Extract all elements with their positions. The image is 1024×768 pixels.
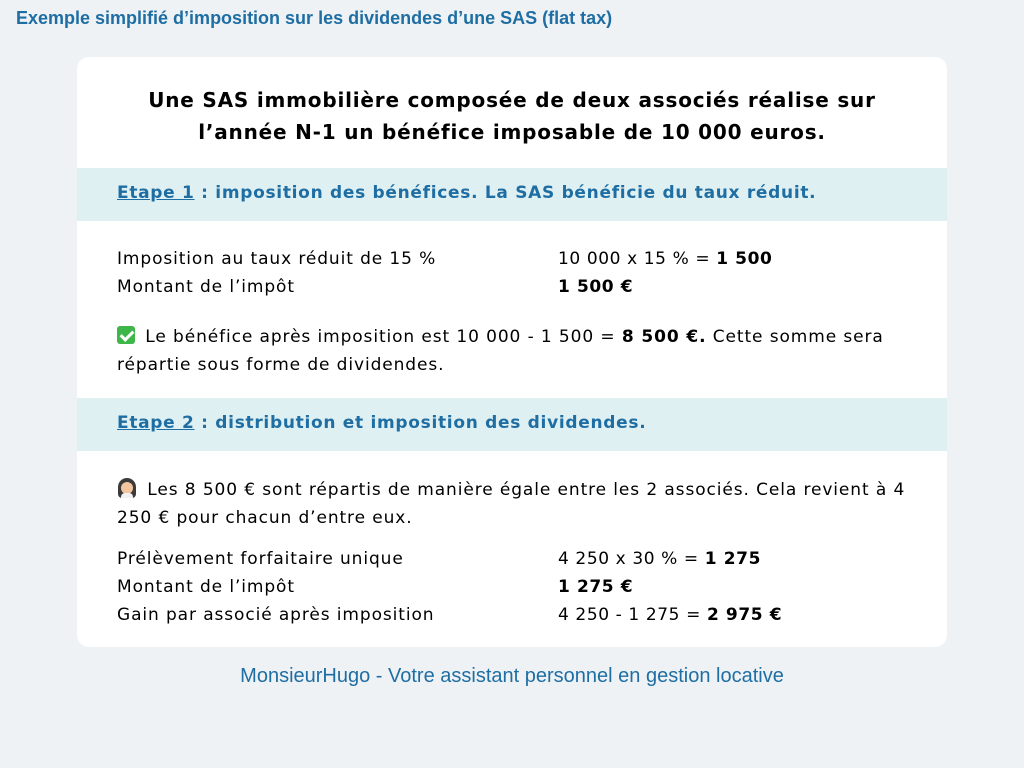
step2-label: Etape 2 — [117, 413, 195, 433]
page-title: Exemple simplifié d’imposition sur les dividendes d’une SAS (flat tax) — [16, 8, 613, 28]
step2-row-2-label: Montant de l’impôt — [117, 577, 295, 597]
step1-row-1-label: Imposition au taux réduit de 15 % — [117, 249, 437, 269]
person-icon — [117, 478, 137, 498]
step1-row-1-value: 10 000 x 15 % = 1 500 — [558, 249, 773, 269]
footer-credit: MonsieurHugo - Votre assistant personnel en gestion locative — [240, 665, 784, 687]
step2-row-1-value: 4 250 x 30 % = 1 275 — [558, 549, 762, 569]
step1-header — [77, 168, 947, 221]
step2-row-2-value: 1 275 € — [558, 577, 634, 597]
intro-line-1: Une SAS immobilière composée de deux associés réalise sur — [148, 88, 876, 112]
check-mark-icon — [117, 326, 135, 344]
step1-label: Etape 1 — [117, 183, 195, 203]
step1-row-2-value: 1 500 € — [558, 277, 634, 297]
example-card — [77, 57, 947, 647]
step1-row-2-label: Montant de l’impôt — [117, 277, 295, 297]
step1-title: : imposition des bénéfices. La SAS bénéficie du taux réduit. — [194, 183, 817, 203]
step1-note: Le bénéfice après imposition est 10 000 - 1 500 = 8 500 €. Cette somme sera répartie sous forme de dividendes. — [117, 327, 884, 375]
step2-row-1-label: Prélèvement forfaitaire unique — [117, 549, 404, 569]
intro-line-2: l’année N-1 un bénéfice imposable de 10 000 euros. — [198, 120, 826, 144]
step2-row-3-value: 4 250 - 1 275 = 2 975 € — [558, 605, 783, 625]
step2-title: : distribution et imposition des dividendes. — [194, 413, 647, 433]
step2-row-3-label: Gain par associé après imposition — [117, 605, 435, 625]
step2-note: Les 8 500 € sont répartis de manière égale entre les 2 associés. Cela revient à 4 250 € pour chacun d’entre eux. — [117, 480, 906, 528]
intro-text — [77, 84, 947, 148]
step2-header — [77, 398, 947, 451]
